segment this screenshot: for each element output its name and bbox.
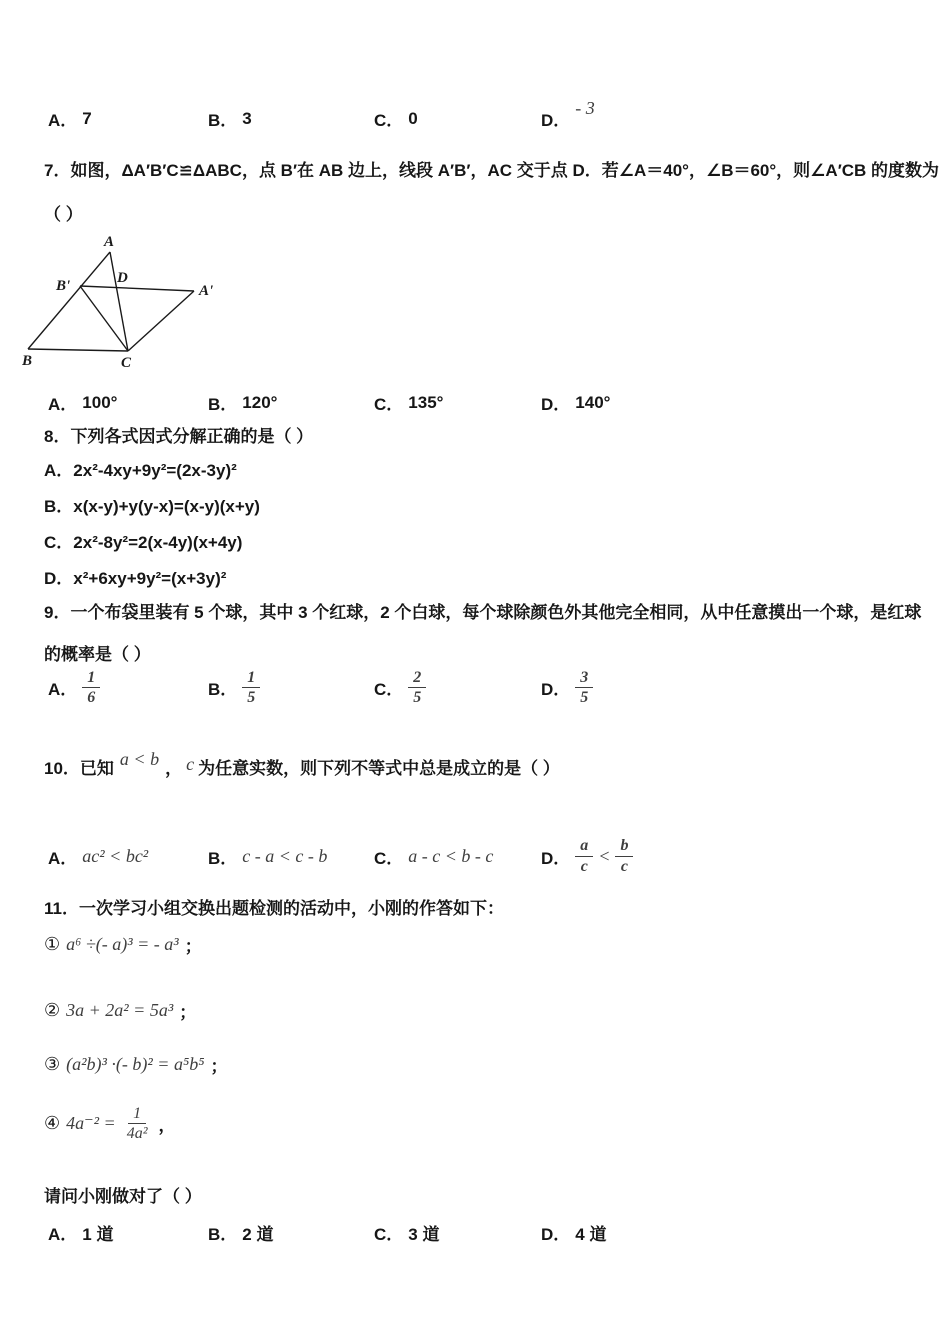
q8-option-d: [44, 566, 930, 592]
q11-item-1: [44, 932, 202, 957]
q8-question-text: 8．下列各式因式分解正确的是（ ）: [44, 427, 314, 446]
q10-formula-a-less-b: a < b: [119, 749, 160, 769]
option-letter: A．: [48, 848, 78, 868]
q8-option-a: [44, 458, 930, 484]
q11-option-a: [48, 1220, 208, 1245]
q8-option-b: [44, 494, 930, 520]
q11-question-text: 11．一次学习小组交换出题检测的活动中，小刚的作答如下：: [44, 899, 504, 918]
q7-option-d: [541, 390, 950, 415]
q10-option-b: [208, 844, 374, 869]
circled-number-3: ③: [44, 1054, 61, 1074]
q7-answer-blank: （ ）: [44, 205, 83, 224]
option-value: 4 道: [575, 1225, 607, 1244]
vertex-label-A-prime: A': [199, 283, 214, 299]
option-value: 135°: [408, 392, 444, 412]
q11-options-row: [0, 1220, 950, 1245]
student-answer-formula: (a²b)³ ·(- b)² = a⁵b⁵: [66, 1054, 205, 1074]
option-letter: A．: [48, 1225, 78, 1244]
q8-option-c: [44, 530, 930, 556]
q11-ask-text: 请问小刚做对了（ ）: [44, 1187, 202, 1206]
option-value: 2x²-4xy+9y²=(2x-3y)²: [73, 461, 237, 480]
option-value: x(x-y)+y(y-x)=(x-y)(x+y): [73, 497, 260, 516]
circled-number-1: ①: [44, 934, 61, 954]
q11-item-2: [44, 998, 196, 1023]
q10-options-row: [0, 828, 950, 884]
fraction: $\frac{2}{5}$: [408, 668, 426, 707]
vertex-label-C: C: [121, 355, 132, 371]
edge-AB: [28, 252, 110, 349]
q11-item-4: [44, 1104, 175, 1143]
q7-option-a: [48, 390, 208, 415]
q7-option-c: [374, 390, 541, 415]
q10-formula-c: c: [186, 754, 195, 774]
q7-option-b: [208, 390, 374, 415]
vertex-label-B: B: [22, 353, 33, 369]
option-letter: D．: [541, 395, 571, 414]
option-value: 100°: [82, 392, 118, 412]
option-letter: B．: [208, 1225, 238, 1244]
option-letter: C．: [374, 680, 404, 700]
edge-AC: [110, 252, 128, 351]
option-letter: D．: [541, 680, 571, 700]
option-letter: B．: [44, 497, 74, 516]
q9-options-row: [0, 668, 950, 707]
fraction: $\frac{b}{c}$: [615, 836, 633, 875]
punctuation: ；: [179, 1003, 197, 1022]
vertex-label-B-prime: B': [56, 278, 71, 294]
q10-option-c: [374, 844, 541, 869]
option-letter: A．: [48, 111, 78, 130]
q6-option-c: [374, 106, 541, 131]
option-letter: D．: [541, 111, 571, 130]
option-value-formula: c - a < c - b: [242, 845, 328, 866]
option-letter: C．: [44, 533, 74, 552]
option-value: 1 道: [82, 1225, 114, 1244]
q11-option-c: [374, 1220, 541, 1245]
option-letter: C．: [374, 111, 404, 130]
fraction: $\frac{1}{5}$: [242, 668, 260, 707]
q9-option-c: [374, 668, 541, 707]
option-letter: A．: [48, 395, 78, 414]
option-value: 2x²-8y²=2(x-4y)(x+4y): [73, 533, 243, 552]
option-value: 2 道: [242, 1225, 274, 1244]
punctuation: ，: [158, 1116, 176, 1136]
q7-question-text: 7．如图，ΔA′B′C≌ΔABC，点 B′在 AB 边上，线段 A′B′，AC 交于点 D．若∠A＝40°，∠B＝60°，则∠A′CB 的度数为: [44, 161, 940, 180]
option-letter: C．: [374, 395, 404, 414]
circled-number-4: ④: [44, 1113, 61, 1134]
option-value: 140°: [575, 392, 611, 412]
student-answer-formula: 4a⁻² =: [66, 1113, 116, 1134]
q7-geometry-figure: [22, 232, 232, 382]
option-letter: B．: [208, 395, 238, 414]
q9-option-a: [48, 668, 208, 707]
option-value: 7: [82, 108, 92, 128]
q10-suffix: 为任意实数，则下列不等式中总是成立的是（ ）: [198, 759, 560, 778]
option-value: 3 道: [408, 1225, 440, 1244]
fraction: $\frac{a}{c}$: [575, 836, 593, 875]
q9-option-d: [541, 668, 950, 707]
fraction: $\frac{3}{5}$: [575, 668, 593, 707]
q6-option-d: [541, 98, 950, 131]
circled-number-2: ②: [44, 1000, 61, 1020]
q11-option-d: [541, 1220, 950, 1245]
option-letter: A．: [48, 680, 78, 700]
punctuation: ；: [184, 937, 202, 956]
q6-options-row: [0, 98, 950, 131]
q11-option-b: [208, 1220, 374, 1245]
option-letter: B．: [208, 680, 238, 700]
option-value-formula: a - c < b - c: [408, 845, 494, 866]
option-value: 120°: [242, 392, 278, 412]
fraction: $\frac{1}{\text{4a²}}$: [126, 1105, 148, 1143]
option-letter: A．: [44, 461, 74, 480]
q6-option-a: [48, 106, 208, 131]
q7-options-row: [0, 390, 950, 415]
option-letter: B．: [208, 848, 238, 868]
q9-option-b: [208, 668, 374, 707]
option-value: 3: [242, 108, 252, 128]
q10-question-text: [44, 749, 930, 782]
q10-option-a: [48, 844, 208, 869]
fraction: $\frac{1}{6}$: [82, 668, 100, 707]
edge-BpC: [80, 286, 128, 351]
q10-comma: ，: [165, 759, 183, 778]
q10-option-d: [541, 836, 950, 875]
option-letter: C．: [374, 1225, 404, 1244]
edge-BpAp: [80, 286, 194, 291]
q9-question-text2: 的概率是（ ）: [44, 645, 151, 664]
vertex-label-A: A: [104, 234, 115, 250]
option-letter: D．: [541, 1225, 571, 1244]
option-letter: B．: [208, 111, 238, 130]
q9-question-text: 9．一个布袋里装有 5 个球，其中 3 个红球，2 个白球，每个球除颜色外其他完全相同，从中任意摸出一个球，是红球: [44, 603, 922, 622]
option-letter: D．: [541, 848, 571, 868]
option-value: x²+6xy+9y²=(x+3y)²: [73, 569, 227, 588]
q10-prefix: 10．已知: [44, 759, 114, 778]
less-than-sign: <: [598, 845, 611, 866]
q6-option-b: [208, 106, 374, 131]
option-letter: C．: [374, 848, 404, 868]
q11-item-3: [44, 1052, 227, 1077]
punctuation: ；: [210, 1057, 228, 1076]
student-answer-formula: a⁶ ÷(- a)³ = - a³: [66, 934, 179, 954]
vertex-label-D: D: [117, 270, 128, 286]
option-value-formula: - 3: [575, 98, 595, 118]
edge-BC: [28, 349, 128, 351]
option-value-formula: ac² < bc²: [82, 845, 149, 866]
edge-ApC: [128, 291, 194, 351]
option-letter: D．: [44, 569, 74, 588]
student-answer-formula: 3a + 2a² = 5a³: [66, 1000, 174, 1020]
option-value: 0: [408, 108, 418, 128]
